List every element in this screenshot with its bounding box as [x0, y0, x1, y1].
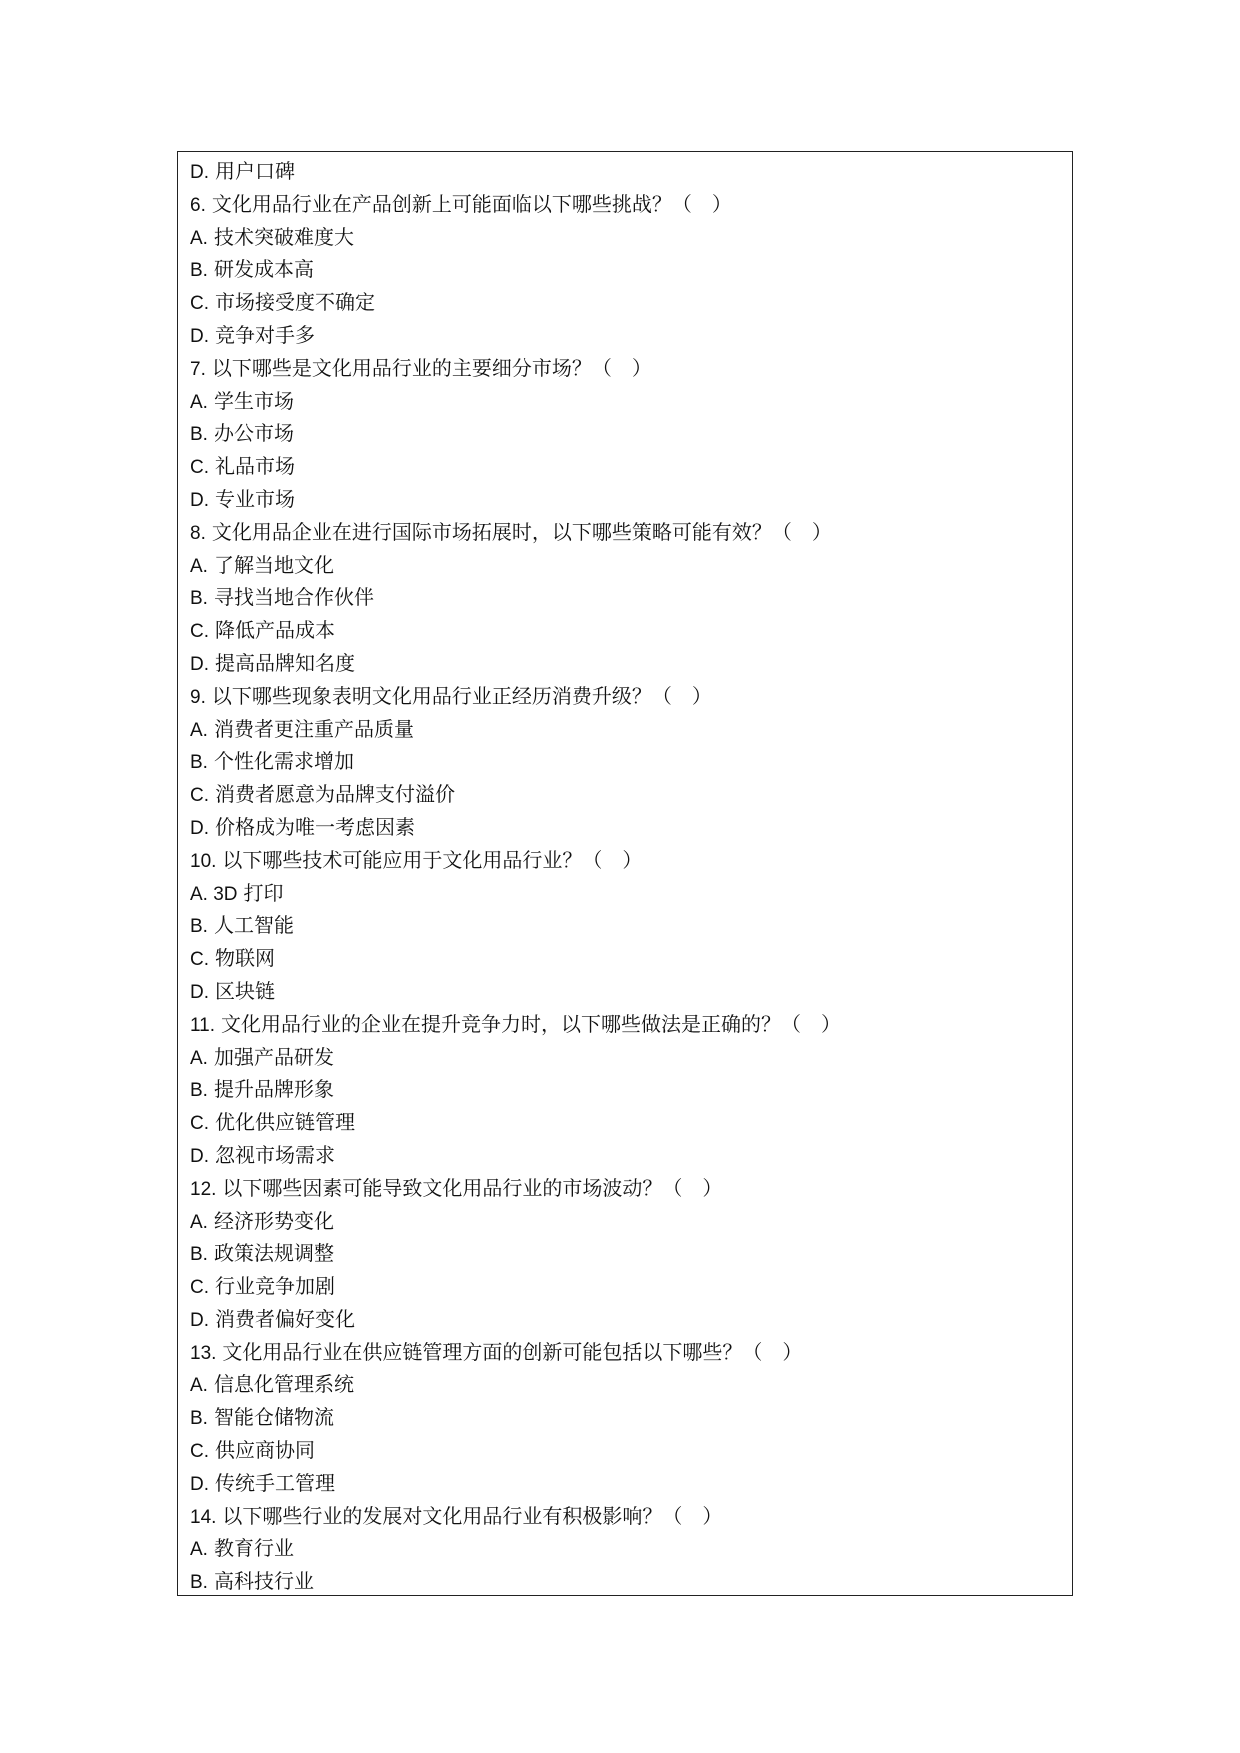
option-letter: B. — [190, 588, 208, 610]
question-text: 文化用品行业的企业在提升竞争力时，以下哪些做法是正确的？（ ） — [221, 1011, 842, 1036]
option-text: 忽视市场需求 — [215, 1142, 335, 1167]
option-letter: D. — [190, 325, 209, 347]
option-letter: C. — [190, 785, 209, 807]
option-letter: A. — [190, 227, 208, 249]
option-letter: A. — [190, 1375, 208, 1397]
question-line — [178, 1172, 1072, 1205]
option-text: 加强产品研发 — [213, 1044, 334, 1069]
option-line — [178, 713, 1072, 746]
question-number: 8. — [190, 522, 206, 544]
option-letter: B. — [190, 1080, 208, 1102]
option-line — [178, 221, 1072, 254]
option-line — [178, 1205, 1072, 1238]
question-text: 以下哪些行业的发展对文化用品行业有积极影响？（ ） — [222, 1503, 723, 1528]
option-text: 专业市场 — [215, 486, 295, 511]
option-text: 学生市场 — [213, 388, 294, 413]
option-line — [178, 155, 1072, 188]
option-letter: D. — [190, 1309, 209, 1331]
option-line — [178, 1434, 1072, 1467]
option-line — [178, 1041, 1072, 1074]
option-letter: D. — [190, 981, 209, 1003]
option-line — [178, 647, 1072, 680]
option-letter: A. — [190, 719, 208, 741]
question-line — [178, 516, 1072, 549]
option-line — [178, 1106, 1072, 1139]
option-letter: D. — [190, 1473, 209, 1495]
option-text: 智能仓储物流 — [213, 1405, 334, 1430]
option-line — [178, 909, 1072, 942]
option-line — [178, 778, 1072, 811]
option-letter: A. — [190, 1211, 208, 1233]
option-letter: C. — [190, 1277, 209, 1299]
question-number: 9. — [190, 686, 206, 708]
option-text: 了解当地文化 — [213, 552, 334, 577]
question-line — [178, 1008, 1072, 1041]
option-text: 提升品牌形象 — [213, 1077, 334, 1102]
option-line — [178, 253, 1072, 286]
question-text: 以下哪些技术可能应用于文化用品行业？（ ） — [222, 847, 643, 872]
option-letter: B. — [190, 916, 208, 938]
question-line — [178, 188, 1072, 221]
question-text: 文化用品行业在供应链管理方面的创新可能包括以下哪些？（ ） — [222, 1339, 803, 1364]
option-letter: C. — [190, 1113, 209, 1135]
question-line — [178, 680, 1072, 713]
option-line — [178, 877, 1072, 910]
option-letter: D. — [190, 162, 209, 183]
option-text: 优化供应链管理 — [215, 1110, 355, 1135]
option-letter: B. — [190, 752, 208, 774]
option-line — [178, 385, 1072, 418]
option-text: 经济形势变化 — [213, 1208, 334, 1233]
option-line — [178, 1565, 1072, 1598]
option-text: 政策法规调整 — [213, 1241, 334, 1266]
option-line — [178, 549, 1072, 582]
option-text: 竞争对手多 — [215, 322, 315, 347]
option-text: 供应商协同 — [215, 1438, 315, 1463]
option-text: 提高品牌知名度 — [215, 650, 355, 675]
option-letter: A. — [190, 555, 208, 577]
question-number: 11. — [190, 1014, 216, 1036]
option-text: 降低产品成本 — [215, 618, 335, 643]
option-line — [178, 1139, 1072, 1172]
option-text: 技术突破难度大 — [213, 224, 354, 249]
question-line — [178, 352, 1072, 385]
option-text: 寻找当地合作伙伴 — [213, 585, 374, 610]
option-letter: A. 3D — [190, 883, 238, 905]
question-text: 以下哪些是文化用品行业的主要细分市场？（ ） — [211, 355, 652, 380]
option-text: 个性化需求增加 — [213, 749, 354, 774]
option-line — [178, 1401, 1072, 1434]
option-text: 研发成本高 — [213, 257, 314, 282]
option-text: 礼品市场 — [215, 454, 295, 479]
option-letter: C. — [190, 293, 209, 315]
option-text: 价格成为唯一考虑因素 — [215, 814, 415, 839]
question-number: 7. — [190, 358, 206, 380]
option-letter: B. — [190, 1572, 208, 1594]
option-text: 传统手工管理 — [215, 1470, 335, 1495]
option-text: 消费者偏好变化 — [215, 1306, 355, 1331]
question-text: 以下哪些现象表明文化用品行业正经历消费升级？（ ） — [211, 683, 712, 708]
option-text: 市场接受度不确定 — [215, 290, 375, 315]
option-letter: B. — [190, 424, 208, 446]
option-letter: C. — [190, 949, 209, 971]
question-frame — [177, 151, 1073, 1596]
option-line — [178, 483, 1072, 516]
option-letter: D. — [190, 489, 209, 511]
question-text: 文化用品行业在产品创新上可能面临以下哪些挑战？（ ） — [211, 191, 732, 216]
option-letter: B. — [190, 260, 208, 282]
option-line — [178, 1467, 1072, 1500]
option-line — [178, 1073, 1072, 1106]
option-line — [178, 1368, 1072, 1401]
option-text: 消费者更注重产品质量 — [213, 716, 414, 741]
option-line — [178, 319, 1072, 352]
option-line — [178, 745, 1072, 778]
option-line — [178, 1303, 1072, 1336]
option-line — [178, 811, 1072, 844]
option-letter: A. — [190, 1047, 208, 1069]
option-letter: C. — [190, 1441, 209, 1463]
option-text: 人工智能 — [213, 913, 294, 938]
option-letter: A. — [190, 391, 208, 413]
option-text: 信息化管理系统 — [213, 1372, 354, 1397]
question-number: 14. — [190, 1506, 217, 1528]
option-text: 用户口碑 — [215, 159, 295, 183]
question-line — [178, 844, 1072, 877]
option-text: 物联网 — [215, 946, 275, 971]
option-letter: B. — [190, 1244, 208, 1266]
question-number: 13. — [190, 1342, 217, 1364]
option-letter: A. — [190, 1539, 208, 1561]
option-letter: B. — [190, 1408, 208, 1430]
option-text: 教育行业 — [213, 1536, 294, 1561]
option-letter: D. — [190, 1145, 209, 1167]
option-letter: D. — [190, 653, 209, 675]
option-text: 区块链 — [215, 978, 275, 1003]
question-text: 以下哪些因素可能导致文化用品行业的市场波动？（ ） — [222, 1175, 723, 1200]
option-text: 打印 — [243, 880, 284, 905]
option-text: 办公市场 — [213, 421, 294, 446]
option-letter: C. — [190, 621, 209, 643]
question-text: 文化用品企业在进行国际市场拓展时，以下哪些策略可能有效？（ ） — [211, 519, 832, 544]
option-line — [178, 1237, 1072, 1270]
option-letter: C. — [190, 457, 209, 479]
option-text: 行业竞争加剧 — [215, 1274, 335, 1299]
option-text: 高科技行业 — [213, 1569, 314, 1594]
option-line — [178, 581, 1072, 614]
option-letter: D. — [190, 817, 209, 839]
question-number: 6. — [190, 194, 206, 216]
option-line — [178, 1532, 1072, 1565]
option-line — [178, 614, 1072, 647]
option-text: 消费者愿意为品牌支付溢价 — [215, 782, 455, 807]
option-line — [178, 286, 1072, 319]
question-line — [178, 1500, 1072, 1533]
option-line — [178, 450, 1072, 483]
option-line — [178, 942, 1072, 975]
option-line — [178, 975, 1072, 1008]
option-line — [178, 417, 1072, 450]
question-number: 12. — [190, 1178, 217, 1200]
option-line — [178, 1270, 1072, 1303]
question-number: 10. — [190, 850, 217, 872]
question-line — [178, 1336, 1072, 1369]
